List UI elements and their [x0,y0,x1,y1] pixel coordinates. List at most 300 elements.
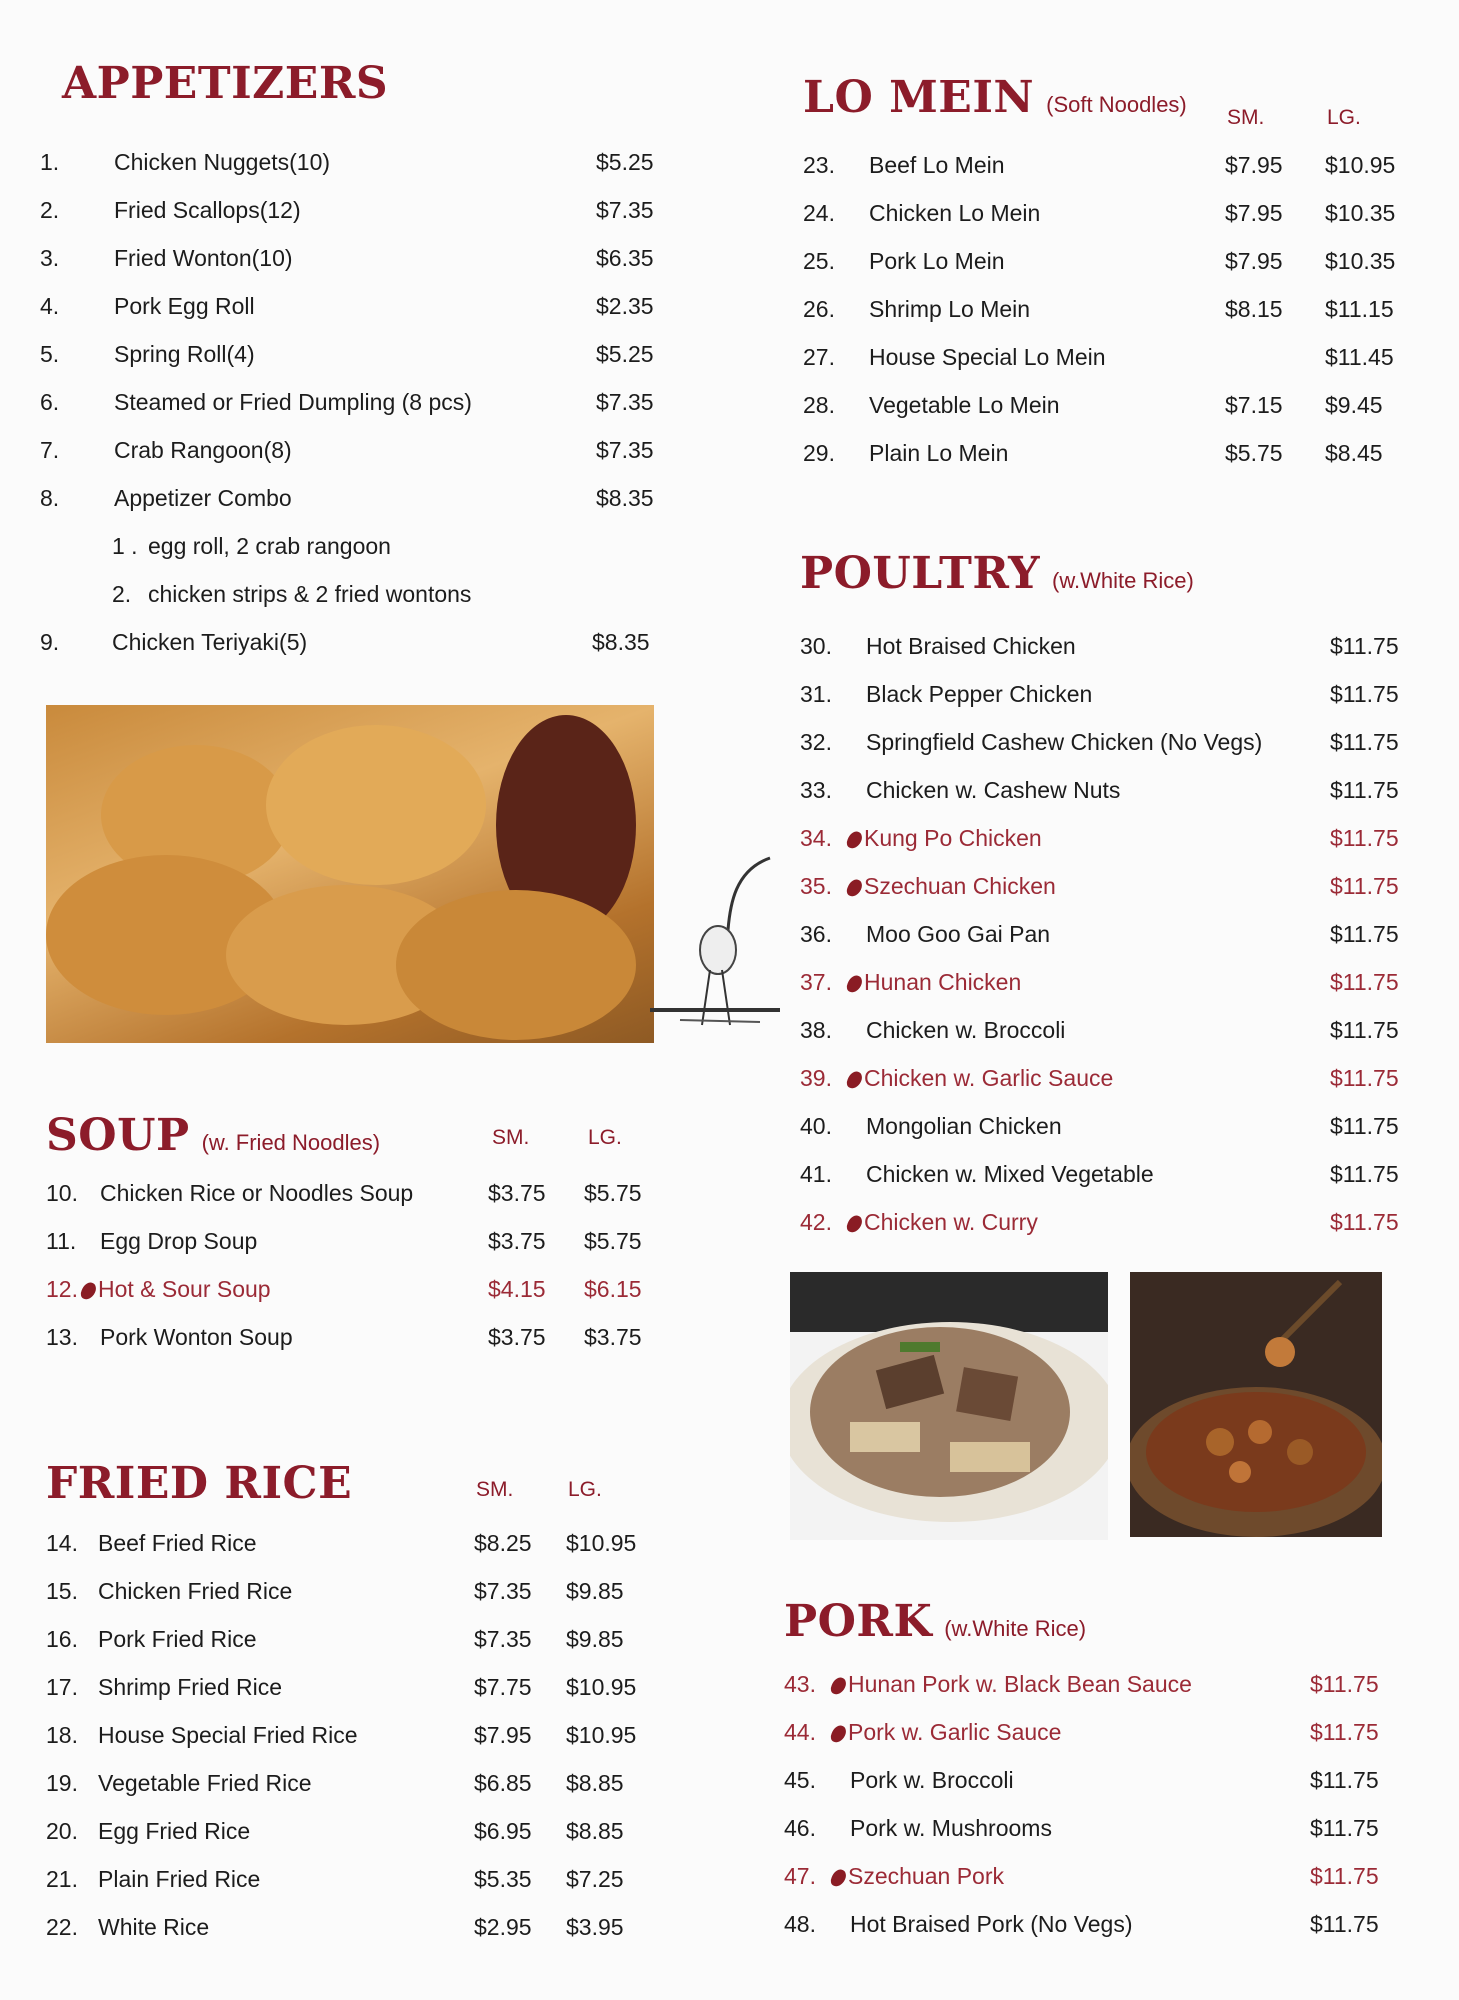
item-name [98,1818,250,1845]
beef-stir-fry-photo [790,1272,1108,1540]
item-number: 28. [803,392,835,418]
item-number: 8. [40,485,60,511]
item-price-price: $11.75 [1330,1113,1399,1139]
item-price-lg: $8.45 [1325,440,1383,466]
item-name [866,1113,1062,1140]
item-name [98,1866,260,1893]
item-name-text: Pork Lo Mein [869,248,1005,274]
item-price-lg: $11.15 [1325,296,1394,322]
menu-item-row [40,619,680,667]
chili-pepper-icon [845,973,864,995]
menu-item-row [784,1709,1404,1757]
item-price-sm: $7.95 [474,1722,532,1748]
item-number: 4. [40,293,60,319]
item-price-price: $11.75 [1310,1671,1379,1697]
item-name-text: Egg Fried Rice [98,1818,251,1844]
menu-item-row [800,719,1420,767]
menu-item-row [803,238,1423,286]
menu-item-row [40,475,680,523]
item-number: 36. [800,921,832,947]
menu-item-row [800,911,1420,959]
item-number: 10. [46,1180,78,1206]
item-name-text: Chicken w. Mixed Vegetable [866,1161,1154,1187]
item-name [98,1674,282,1701]
item-number: 1. [40,149,60,175]
menu-item-row [40,235,680,283]
menu-item-row [46,1664,666,1712]
item-name-text: Shrimp Lo Mein [869,296,1031,322]
menu-item-row [40,283,680,331]
item-name [846,825,1042,852]
appetizers-section [40,58,680,667]
item-price-lg: $5.75 [584,1228,642,1254]
item-name-text: Pork w. Mushrooms [850,1815,1052,1841]
item-price-lg: $10.35 [1325,200,1396,226]
item-name [866,921,1050,948]
menu-item-row [784,1757,1404,1805]
item-price-sm: $3.75 [488,1180,546,1206]
item-price-lg: $10.95 [566,1722,637,1748]
item-price-sm: $7.15 [1225,392,1283,418]
poultry-list [800,623,1420,1247]
item-number: 33. [800,777,832,803]
item-name [866,681,1092,708]
item-name-text: Shrimp Fried Rice [98,1674,283,1700]
item-price-sm: $5.35 [474,1866,532,1892]
item-number: 30. [800,633,832,659]
item-name [869,152,1005,179]
item-name [869,248,1005,275]
item-name-text: Fried Scallops(12) [114,197,301,223]
lo-mein-sm-header: SM. [1227,106,1265,129]
item-name-text: Egg Drop Soup [100,1228,258,1254]
item-number: 17. [46,1674,78,1700]
item-number: 24. [803,200,835,226]
item-name-text: Chicken w. Garlic Sauce [864,1065,1114,1091]
item-number: 23. [803,152,835,178]
item-number: 12. [46,1276,78,1302]
soup-list [46,1170,666,1362]
item-name-text: Spring Roll(4) [114,341,255,367]
menu-item-row [800,1007,1420,1055]
item-price-price: $7.35 [596,389,654,415]
item-name [100,1228,257,1255]
item-price-price: $11.75 [1330,777,1399,803]
chicken-nuggets-photo [46,705,654,1043]
item-price-price: $5.25 [596,149,654,175]
lo-mein-subtitle: (Soft Noodles) [1046,92,1187,117]
menu-item-row [40,379,680,427]
item-name [850,1815,1052,1842]
item-price-price: $11.75 [1310,1719,1379,1745]
item-price-sm: $7.95 [1225,152,1283,178]
appetizers-list [40,139,680,667]
item-number: 31. [800,681,832,707]
item-price-sm: $2.95 [474,1914,532,1940]
item-price-price: $8.35 [596,485,654,511]
item-name [98,1626,256,1653]
item-price-price: $5.25 [596,341,654,367]
item-price-price: $11.75 [1310,1767,1379,1793]
item-name-text: Plain Lo Mein [869,440,1009,466]
item-name-text: Hot & Sour Soup [98,1276,271,1302]
item-price-price: $6.35 [596,245,654,271]
item-name-text: Chicken Rice or Noodles Soup [100,1180,414,1206]
menu-item-row [803,286,1423,334]
item-name [114,197,301,224]
fried-rice-sm-header: SM. [476,1478,514,1501]
menu-item-row [800,815,1420,863]
item-number: 2. [40,197,60,223]
item-name-text: Steamed or Fried Dumpling (8 pcs) [114,389,472,415]
item-name [846,873,1056,900]
appetizers-title: APPETIZERS [62,58,389,109]
soup-title: SOUP [46,1110,190,1161]
item-name [869,200,1040,227]
pork-subtitle: (w.White Rice) [944,1616,1087,1641]
item-price-sm: $7.35 [474,1578,532,1604]
item-name [830,1719,1061,1746]
item-name [846,969,1021,996]
item-price-price: $11.75 [1310,1863,1379,1889]
menu-item-row [800,1151,1420,1199]
item-name [846,1209,1038,1236]
menu-item-row [803,334,1423,382]
fried-rice-lg-header: LG. [568,1478,602,1501]
menu-item-row [800,623,1420,671]
item-price-sm: $3.75 [488,1228,546,1254]
item-price-lg: $10.95 [1325,152,1396,178]
item-name-text: Beef Lo Mein [869,152,1005,178]
item-name [114,341,255,368]
item-price-sm: $6.85 [474,1770,532,1796]
item-price-sm: $4.15 [488,1276,546,1302]
item-price-lg: $8.85 [566,1818,624,1844]
item-number: 44. [784,1719,816,1745]
item-name [98,1578,292,1605]
item-price-price: $11.75 [1330,969,1399,995]
item-name-text: Plain Fried Rice [98,1866,261,1892]
item-price-price: $7.35 [596,197,654,223]
item-number: 9. [40,629,60,655]
combo-option-row [40,571,680,619]
item-name-text: Hot Braised Chicken [866,633,1076,659]
item-name [869,440,1008,467]
item-price-lg: $9.45 [1325,392,1383,418]
item-name [830,1671,1192,1698]
item-name [114,245,293,272]
combo-option-text: egg roll, 2 crab rangoon [148,533,391,559]
menu-item-row [46,1904,666,1952]
item-name-text: Pork Fried Rice [98,1626,257,1652]
item-price-lg: $9.85 [566,1578,624,1604]
pork-title: PORK [784,1596,933,1647]
menu-item-row [800,767,1420,815]
item-name [114,485,292,512]
item-name [866,1161,1154,1188]
item-name-text: Szechuan Pork [848,1863,1004,1889]
item-price-sm: $5.75 [1225,440,1283,466]
menu-item-row [803,190,1423,238]
item-number: 45. [784,1767,816,1793]
item-price-lg: $10.95 [566,1674,637,1700]
item-number: 6. [40,389,60,415]
menu-item-row [46,1760,666,1808]
item-number: 29. [803,440,835,466]
item-price-sm: $7.35 [474,1626,532,1652]
menu-item-row [800,1103,1420,1151]
soup-section [46,1110,666,1362]
item-name: Chicken Teriyaki(5) [112,629,308,655]
item-name [114,437,292,464]
menu-item-row [800,959,1420,1007]
item-name-text: Fried Wonton(10) [114,245,293,271]
chili-pepper-icon [829,1867,848,1889]
item-number: 34. [800,825,832,851]
item-price-price: $11.75 [1330,1161,1399,1187]
menu-item-row [800,671,1420,719]
item-price-lg: $10.35 [1325,248,1396,274]
item-number: 35. [800,873,832,899]
item-name-text: Szechuan Chicken [864,873,1056,899]
item-number: 14. [46,1530,78,1556]
item-name [869,344,1106,371]
fried-rice-list [46,1520,666,1952]
menu-item-row [46,1712,666,1760]
item-name [869,392,1060,419]
crane-ink-icon [640,850,780,1040]
item-name-text: House Special Fried Rice [98,1722,358,1748]
item-number: 38. [800,1017,832,1043]
item-price-price: $11.75 [1330,921,1399,947]
item-price-price: $2.35 [596,293,654,319]
item-name-text: Mongolian Chicken [866,1113,1062,1139]
item-name-text: Pork Wonton Soup [100,1324,293,1350]
menu-item-row [803,430,1423,478]
menu-item-row [40,427,680,475]
item-price-price: $11.75 [1330,1209,1399,1235]
lo-mein-section [803,72,1423,478]
item-price-sm: $3.75 [488,1324,546,1350]
item-name-text: Chicken Fried Rice [98,1578,293,1604]
chili-pepper-icon [79,1280,98,1302]
item-name [100,1324,293,1351]
lo-mein-list [803,142,1423,478]
item-number: 39. [800,1065,832,1091]
item-name [866,729,1262,756]
item-number: 20. [46,1818,78,1844]
soup-subtitle: (w. Fried Noodles) [201,1130,381,1155]
item-name [866,1017,1065,1044]
item-name-text: Crab Rangoon(8) [114,437,292,463]
item-price-sm: $7.95 [1225,200,1283,226]
item-name [98,1722,358,1749]
chili-pepper-icon [845,1213,864,1235]
item-price-price: $11.75 [1330,729,1399,755]
item-price-price: $11.75 [1330,1017,1399,1043]
item-number: 13. [46,1324,78,1350]
menu-item-row [46,1314,666,1362]
item-price-price: $11.75 [1330,1065,1399,1091]
item-name [114,293,255,320]
chili-pepper-icon [845,1069,864,1091]
item-number: 42. [800,1209,832,1235]
item-name-text: House Special Lo Mein [869,344,1106,370]
item-name-text: White Rice [98,1914,210,1940]
item-name-text: Hunan Pork w. Black Bean Sauce [848,1671,1192,1697]
pork-list [784,1661,1404,1949]
item-price-lg: $3.75 [584,1324,642,1350]
item-name-text: Vegetable Lo Mein [869,392,1060,418]
kung-po-photo [1130,1272,1382,1537]
item-name [100,1180,413,1207]
item-price-lg: $7.25 [566,1866,624,1892]
item-price-lg: $9.85 [566,1626,624,1652]
item-price-lg: $3.95 [566,1914,624,1940]
item-name-text: Chicken w. Broccoli [866,1017,1066,1043]
item-name-text: Pork w. Broccoli [850,1767,1014,1793]
item-name-text: Chicken w. Cashew Nuts [866,777,1121,803]
item-price-sm: $7.75 [474,1674,532,1700]
item-price-price: $11.75 [1310,1911,1379,1937]
menu-item-row [784,1661,1404,1709]
item-price-price: $11.75 [1330,681,1399,707]
combo-option-number: 1 . [112,533,138,559]
item-name [98,1530,257,1557]
item-name-text: Springfield Cashew Chicken (No Vegs) [866,729,1263,755]
item-number: 25. [803,248,835,274]
item-name [869,296,1030,323]
item-name-text: Vegetable Fried Rice [98,1770,312,1796]
soup-sm-header: SM. [492,1126,530,1149]
item-name-text: Black Pepper Chicken [866,681,1093,707]
item-name [830,1863,1004,1890]
menu-item-row [40,331,680,379]
item-price-price: $11.75 [1330,873,1399,899]
item-price-price: $11.75 [1330,633,1399,659]
menu-item-row [46,1616,666,1664]
item-price-price: $11.75 [1310,1815,1379,1841]
chili-pepper-icon [845,829,864,851]
item-price-sm: $7.95 [1225,248,1283,274]
chili-pepper-icon [829,1723,848,1745]
item-number: 18. [46,1722,78,1748]
item-number: 40. [800,1113,832,1139]
nuggets-illustration [46,705,654,1043]
item-name [846,1065,1113,1092]
lo-mein-title: LO MEIN [803,72,1035,123]
item-name [98,1770,312,1797]
menu-item-row [800,1199,1420,1247]
item-price-price: $7.35 [596,437,654,463]
item-name [80,1276,271,1303]
item-name [114,149,330,176]
item-price-lg: $8.85 [566,1770,624,1796]
item-number: 46. [784,1815,816,1841]
combo-option-text: chicken strips & 2 fried wontons [148,581,472,607]
menu-item-row [46,1218,666,1266]
fried-rice-section [46,1458,666,1952]
item-number: 41. [800,1161,832,1187]
item-name-text: Hot Braised Pork (No Vegs) [850,1911,1133,1937]
poultry-section [800,548,1420,1247]
item-name [866,777,1120,804]
item-number: 27. [803,344,835,370]
item-price-price: $8.35 [592,629,650,655]
chili-pepper-icon [845,877,864,899]
item-name-text: Hunan Chicken [864,969,1022,995]
item-number: 26. [803,296,835,322]
menu-item-row [46,1808,666,1856]
combo-option-row [40,523,680,571]
menu-item-row [803,382,1423,430]
chili-pepper-icon [829,1675,848,1697]
menu-item-row [784,1901,1404,1949]
item-name-text: Pork w. Garlic Sauce [848,1719,1062,1745]
pork-section [784,1596,1404,1949]
lo-mein-lg-header: LG. [1327,106,1361,129]
item-name [114,389,472,416]
item-number: 7. [40,437,60,463]
item-number: 48. [784,1911,816,1937]
item-number: 47. [784,1863,816,1889]
item-name [866,633,1076,660]
item-name [850,1767,1014,1794]
item-number: 5. [40,341,60,367]
item-number: 16. [46,1626,78,1652]
menu-item-row [800,863,1420,911]
item-number: 15. [46,1578,78,1604]
item-name-text: Chicken w. Curry [864,1209,1038,1235]
item-name-text: Pork Egg Roll [114,293,255,319]
menu-item-row [46,1266,666,1314]
menu-item-row [784,1853,1404,1901]
item-name [98,1914,209,1941]
item-name [850,1911,1133,1938]
item-price-lg: $10.95 [566,1530,637,1556]
item-number: 21. [46,1866,78,1892]
soup-lg-header: LG. [588,1126,622,1149]
menu-item-row [46,1520,666,1568]
item-number: 32. [800,729,832,755]
menu-item-row [40,187,680,235]
item-number: 19. [46,1770,78,1796]
item-price-price: $11.75 [1330,825,1399,851]
poultry-subtitle: (w.White Rice) [1052,568,1194,593]
item-number: 43. [784,1671,816,1697]
item-price-lg: $11.45 [1325,344,1394,370]
menu-item-row [46,1568,666,1616]
item-number: 11. [46,1228,77,1254]
menu-item-row [40,139,680,187]
menu-item-row [784,1805,1404,1853]
item-price-lg: $6.15 [584,1276,642,1302]
item-price-sm: $6.95 [474,1818,532,1844]
item-name-text: Appetizer Combo [114,485,292,511]
item-number: 22. [46,1914,78,1940]
menu-item-row [46,1856,666,1904]
item-name-text: Kung Po Chicken [864,825,1042,851]
item-name-text: Chicken Nuggets(10) [114,149,331,175]
item-name-text: Beef Fried Rice [98,1530,257,1556]
item-number: 3. [40,245,60,271]
item-price-sm: $8.15 [1225,296,1283,322]
fried-rice-title: FRIED RICE [46,1458,353,1509]
item-price-sm: $8.25 [474,1530,532,1556]
menu-item-row [800,1055,1420,1103]
combo-option-number: 2. [112,581,132,607]
poultry-title: POULTRY [800,548,1040,599]
